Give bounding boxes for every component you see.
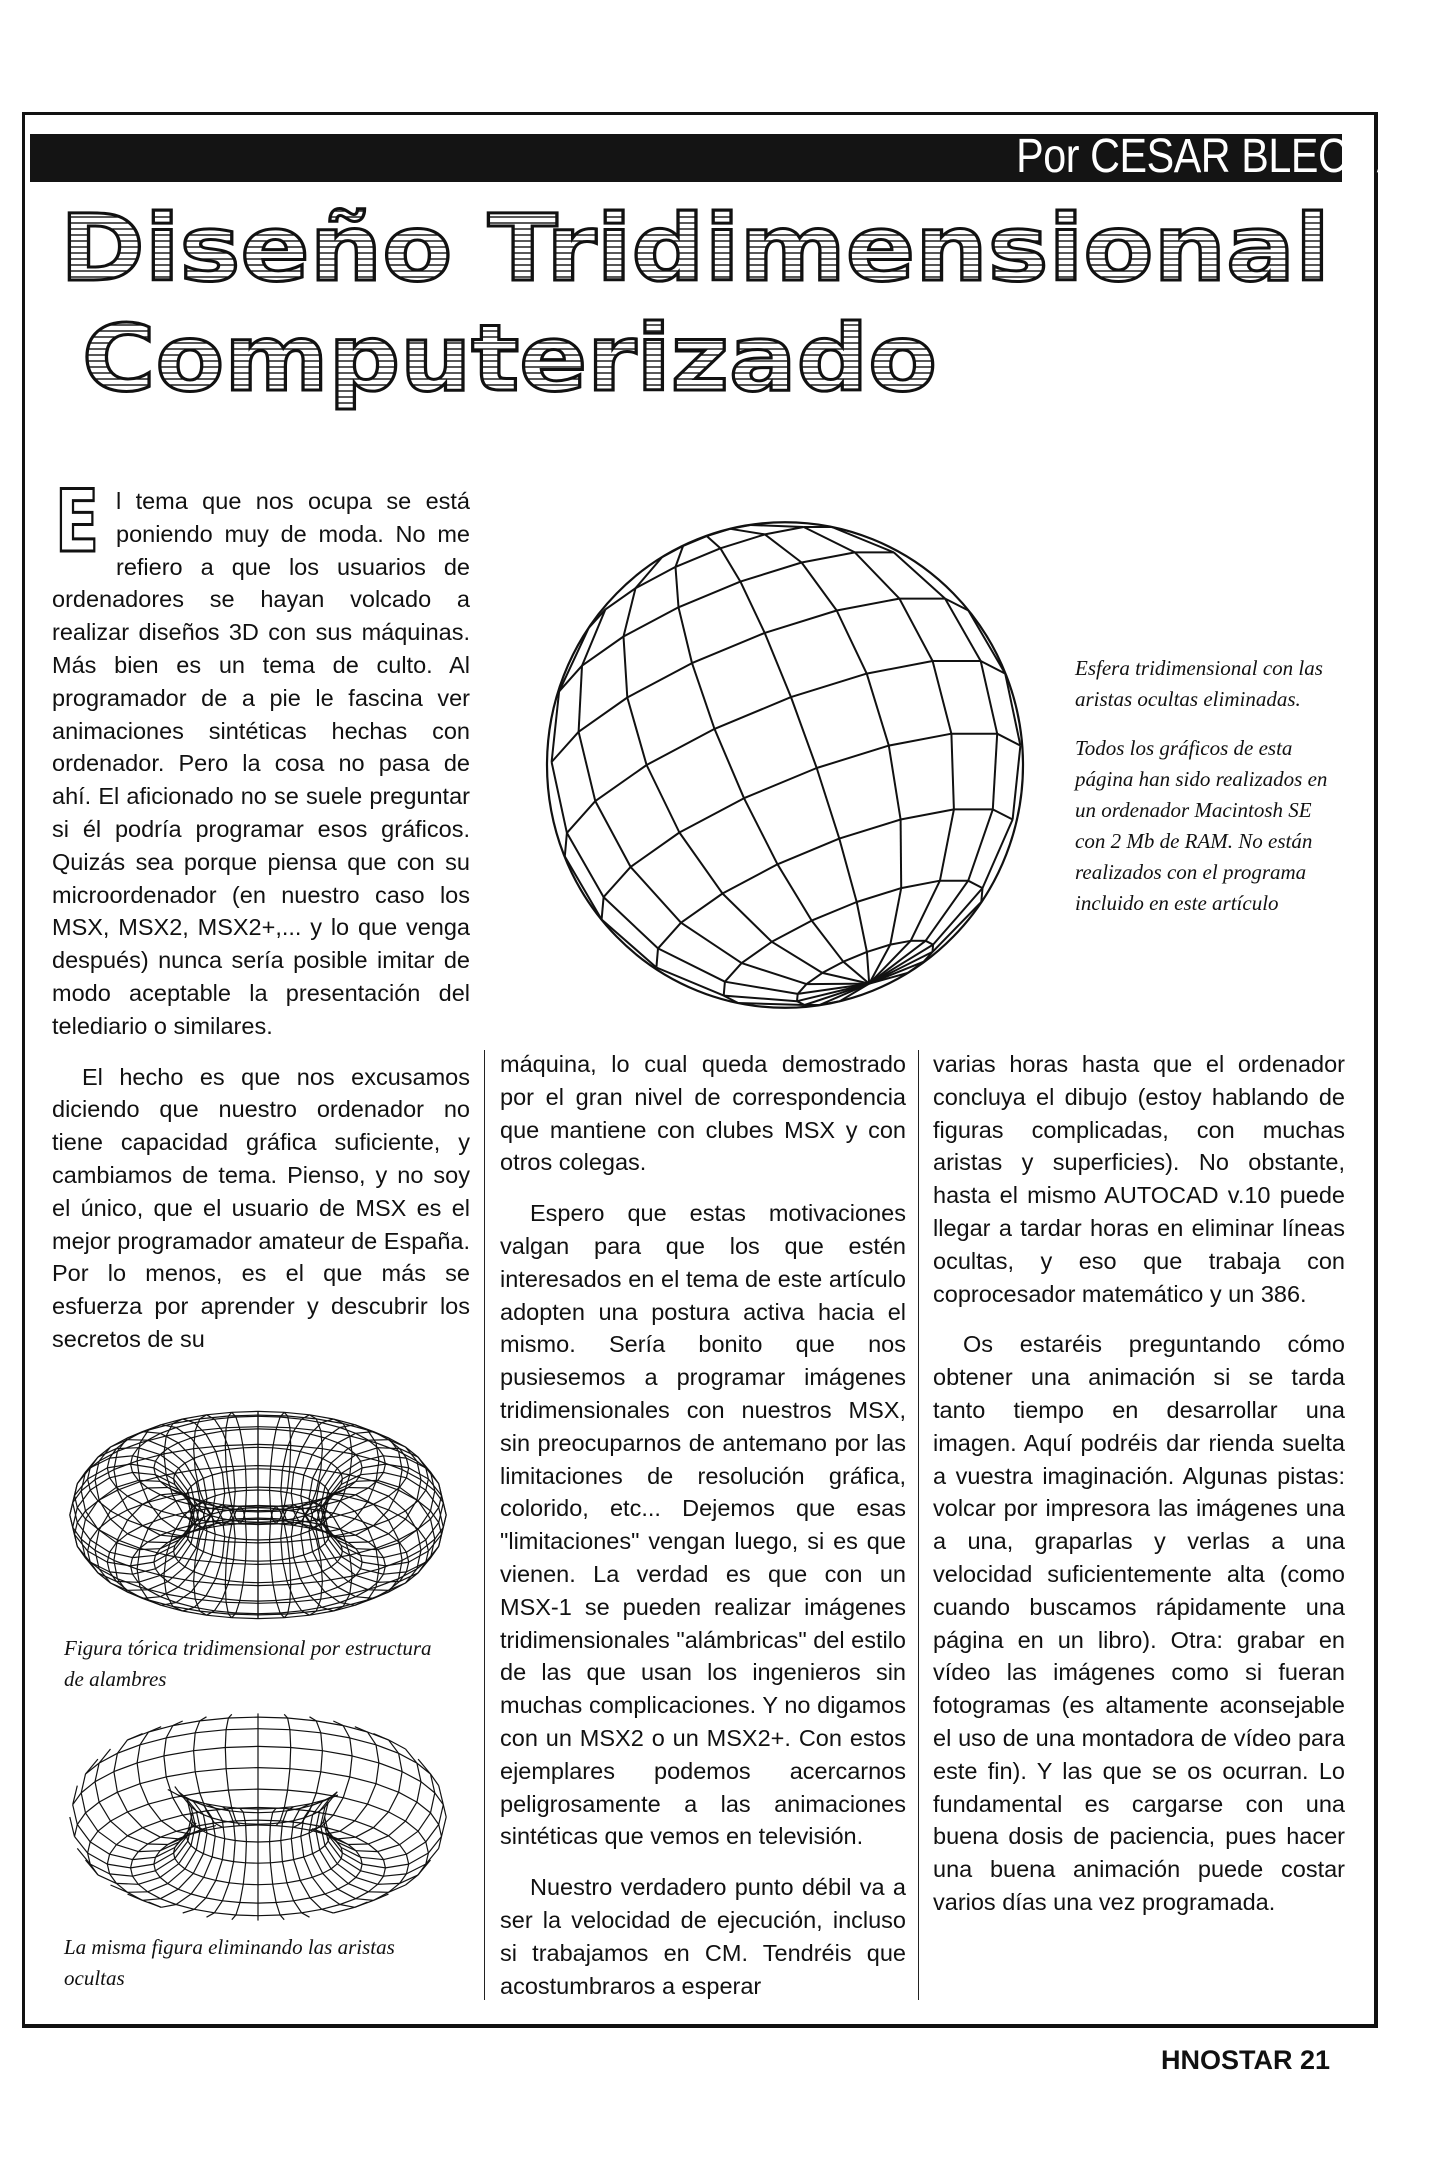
article-title xyxy=(30,190,1350,420)
title-line-1: Diseño Tridimensional xyxy=(60,195,1330,302)
col3-paragraph-2: Os estaréis preguntando cómo obtener una animación si se tarda tanto tiempo en desarrollar una imagen. Aquí podréis dar rienda suelta a vuestra imaginación. Algunas pistas: volcar por impresora las imágenes una a una, graparlas y verlas a una velocidad suficientemente alta (como cuando buscamos rápidamente una página en un libro). Otra: grabar en vídeo las imágenes como si fueran fotogramas (es altamente aconsejable el uso de una montadora de vídeo para este fin). Y las que se os ocurran. Lo fundamental es cargarse con una buena dosis de paciencia, pues hacer una buena animación puede costar varios días una vez programada. xyxy=(933,1331,1345,1915)
col2-paragraph-3: Nuestro verdadero punto débil va a ser la velocidad de ejecución, incluso si trabajamos en CM. Tendréis que acostumbraros a esperar xyxy=(500,1874,906,1999)
column-1 xyxy=(52,472,470,1356)
sphere-caption: Esfera tridimensional con las aristas ocultas eliminadas. xyxy=(1075,656,1323,711)
col1-paragraph-1 xyxy=(52,472,470,1043)
graphics-note-caption: Todos los gráficos de esta página han sido realizados en un ordenador Macintosh SE con 2 Mb de RAM. No están realizados con el programa incluido en este artículo xyxy=(1075,736,1328,915)
torus-wireframe-caption: Figura tórica tridimensional por estructura de alambres xyxy=(64,1636,432,1691)
title-line-2: Computerizado xyxy=(82,305,938,412)
col2-paragraph-1: máquina, lo cual queda demostrado por el gran nivel de correspondencia que mantiene con clubes MSX y con otros colegas. xyxy=(500,1051,906,1176)
column-2 xyxy=(500,1048,906,2002)
dropcap xyxy=(52,472,102,572)
byline: Por CESAR BLECUA xyxy=(1016,130,1404,183)
torus-hidden-caption: La misma figura eliminando las aristas ocultas xyxy=(64,1935,395,1990)
page-footer: HNOSTAR 21 xyxy=(1160,2045,1330,2075)
column-3 xyxy=(933,1048,1345,1919)
sphere-caption-block xyxy=(1075,653,1345,937)
sphere-illustration xyxy=(505,480,1065,1040)
torus-wireframe-illustration xyxy=(58,1410,458,1620)
col1-paragraph-1-text: l tema que nos ocupa se está poniendo muy de moda. No me refiero a que los usuarios de ordenadores se hayan volcado a realizar diseños 3D con sus máquinas. Más bien es un tema de culto. Al programador de a pie le fascina ver animaciones sintéticas hechas con ordenador. Pero la cosa no pasa de ahí. El aficionado no se suele preguntar si él podría programar esos gráficos. Quizás sea porque piensa que con su microordenador (en nuestro caso los MSX, MSX2, MSX2+,... y lo que venga después) nunca sería posible imitar de modo aceptable la presentación del telediario o similares. xyxy=(52,488,470,1039)
column-divider-2 xyxy=(918,1050,919,2000)
col3-paragraph-1: varias horas hasta que el ordenador concluya el dibujo (estoy hablando de figuras complicadas, con muchas aristas y superficies). No obstante, hasta el mismo AUTOCAD v.10 puede llegar a tardar horas en eliminar líneas ocultas, y eso que trabaja con coprocesador matemático y un 386. xyxy=(933,1051,1345,1307)
torus-hidden-illustration xyxy=(58,1712,458,1922)
svg-text:E: E xyxy=(55,472,99,572)
col2-paragraph-2: Espero que estas motivaciones valgan para que los que estén interesados en el tema de este artículo adopten una postura activa hacia el mismo. Sería bonito que nos pusiesemos a programar imágenes tridimensionales con nuestros MSX, sin preocuparnos de antemano por las limitaciones de resolución gráfica, colorido, etc... Dejemos que esas "limitaciones" vengan luego, si es que vienen. La verdad es que con un MSX-1 se pueden realizar imágenes tridimensionales "alámbricas" del estilo de las que usan los ingenieros sin muchas complicaciones. Y no digamos con un MSX2 o un MSX2+. Con estos ejemplares podemos acercarnos peligrosamente a las animaciones sintéticas que vemos en televisión. xyxy=(500,1200,906,1850)
col1-paragraph-2: El hecho es que nos excusamos diciendo que nuestro ordenador no tiene capacidad gráfica suficiente, y cambiamos de tema. Pienso, y no soy el único, que el usuario de MSX es el mejor programador amateur de España. Por lo menos, es el que más se esfuerza por aprender y descubrir los secretos de su xyxy=(52,1063,470,1352)
column-divider-1 xyxy=(484,1050,485,2000)
